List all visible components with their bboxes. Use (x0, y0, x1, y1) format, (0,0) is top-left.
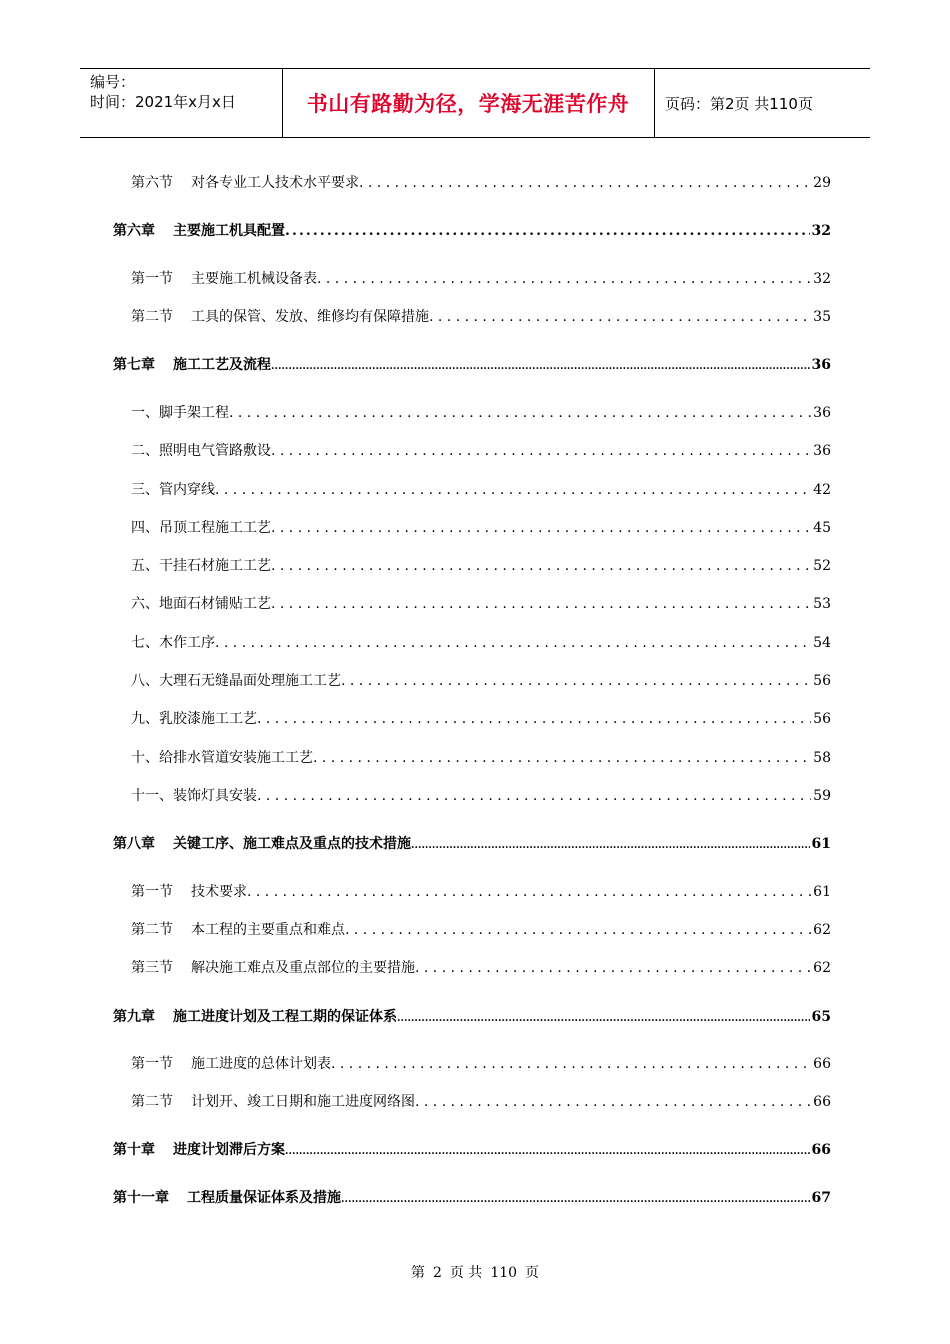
toc-entry-label (131, 555, 271, 577)
toc-page-number: 66 (813, 1056, 831, 1072)
toc-section-entry[interactable] (131, 747, 831, 769)
toc-leader-dots (285, 1139, 810, 1161)
toc-entry-number: 第一节 (131, 271, 173, 287)
toc-entry-label (113, 1139, 285, 1161)
toc-page-number: 66 (811, 1142, 831, 1158)
toc-entry-title: 工具的保管、发放、维修均有保障措施 (191, 309, 429, 325)
toc-leader-dots (397, 1006, 810, 1028)
toc-page-number: 61 (813, 884, 831, 900)
toc-entry-number: 第十一章 (113, 1190, 169, 1206)
toc-section-entry[interactable] (131, 555, 831, 577)
toc-leader-dots (313, 747, 811, 769)
toc-entry-title: 十一、装饰灯具安装 (131, 788, 257, 804)
toc-entry-label (113, 833, 411, 855)
toc-page-number: 53 (813, 596, 831, 612)
toc-leader-dots (341, 1187, 810, 1209)
toc-entry-label (131, 670, 341, 692)
toc-leader-dots (345, 919, 811, 941)
toc-entry-title: 主要施工机具配置 (173, 223, 285, 239)
toc-entry-label (113, 220, 285, 242)
toc-page-number: 45 (813, 520, 831, 536)
toc-entry-title: 十、给排水管道安装施工工艺 (131, 750, 313, 766)
toc-entry-label (131, 785, 257, 807)
toc-entry-number: 第六章 (113, 223, 155, 239)
toc-entry-label (113, 1187, 341, 1209)
toc-entry-title: 施工进度计划及工程工期的保证体系 (173, 1009, 397, 1025)
toc-chapter-entry[interactable] (113, 1187, 831, 1209)
motto-text: 书山有路勤为径，学海无涯苦作舟 (306, 92, 630, 116)
toc-entry-number: 第八章 (113, 836, 155, 852)
toc-section-entry[interactable] (131, 268, 831, 290)
toc-page-number: 32 (813, 271, 831, 287)
toc-section-entry[interactable] (131, 593, 831, 615)
toc-page-number: 62 (813, 922, 831, 938)
toc-chapter-entry[interactable] (113, 354, 831, 376)
toc-entry-title: 四、吊顶工程施工工艺 (131, 520, 271, 536)
toc-entry-label (131, 957, 415, 979)
toc-leader-dots (229, 402, 811, 424)
toc-entry-title: 八、大理石无缝晶面处理施工工艺 (131, 673, 341, 689)
toc-entry-label (131, 306, 429, 328)
toc-entry-title: 三、管内穿线 (131, 482, 215, 498)
toc-entry-title: 计划开、竣工日期和施工进度网络图 (191, 1094, 415, 1110)
toc-entry-label (131, 517, 271, 539)
toc-entry-title: 五、干挂石材施工工艺 (131, 558, 271, 574)
toc-page-number: 58 (813, 750, 831, 766)
toc-section-entry[interactable] (131, 517, 831, 539)
toc-entry-label (131, 268, 317, 290)
toc-leader-dots (271, 354, 810, 376)
toc-section-entry[interactable] (131, 402, 831, 424)
toc-page-number: 54 (813, 635, 831, 651)
toc-entry-label (131, 1053, 331, 1075)
toc-page-number: 62 (813, 960, 831, 976)
toc-entry-label (131, 172, 359, 194)
toc-entry-label (131, 440, 271, 462)
toc-entry-label (113, 354, 271, 376)
toc-entry-number: 第十章 (113, 1142, 155, 1158)
page-header (80, 68, 870, 138)
footer-page: 2 (432, 1265, 442, 1281)
toc-section-entry[interactable] (131, 785, 831, 807)
toc-entry-number: 第七章 (113, 357, 155, 373)
toc-entry-title: 技术要求 (191, 884, 247, 900)
toc-page-number: 66 (813, 1094, 831, 1110)
toc-entry-number: 第九章 (113, 1009, 155, 1025)
toc-page-number: 29 (813, 175, 831, 191)
toc-entry-number: 第二节 (131, 309, 173, 325)
toc-entry-number: 第一节 (131, 884, 173, 900)
toc-section-entry[interactable] (131, 440, 831, 462)
header-page-info: 页码：第2页 共110页 (665, 94, 813, 113)
toc-entry-label (131, 402, 229, 424)
toc-chapter-entry[interactable] (113, 1006, 831, 1028)
toc-entry-title: 本工程的主要重点和难点 (191, 922, 345, 938)
toc-page-number: 65 (811, 1009, 831, 1025)
toc-section-entry[interactable] (131, 1091, 831, 1113)
toc-page-number: 36 (813, 405, 831, 421)
footer-prefix: 第 (410, 1265, 425, 1281)
footer-suffix: 页 (525, 1265, 540, 1281)
toc-section-entry[interactable] (131, 632, 831, 654)
toc-leader-dots (285, 220, 810, 242)
toc-leader-dots (331, 1053, 811, 1075)
toc-entry-label (131, 593, 271, 615)
toc-leader-dots (359, 172, 811, 194)
toc-leader-dots (257, 785, 811, 807)
toc-leader-dots (271, 440, 811, 462)
toc-leader-dots (215, 479, 811, 501)
header-meta-cell (80, 69, 283, 137)
toc-entry-title: 解决施工难点及重点部位的主要措施 (191, 960, 415, 976)
toc-section-entry[interactable] (131, 708, 831, 730)
toc-chapter-entry[interactable] (113, 1139, 831, 1161)
footer-middle: 页 共 (449, 1265, 483, 1281)
toc-page-number: 52 (813, 558, 831, 574)
toc-entry-title: 九、乳胶漆施工工艺 (131, 711, 257, 727)
toc-entry-title: 关键工序、施工难点及重点的技术措施 (173, 836, 411, 852)
time-label: 时间：2021年x月x日 (90, 93, 236, 111)
toc-leader-dots (271, 555, 811, 577)
toc-entry-number: 第一节 (131, 1056, 173, 1072)
toc-entry-label (131, 708, 257, 730)
toc-section-entry[interactable] (131, 670, 831, 692)
toc-section-entry[interactable] (131, 172, 831, 194)
toc-entry-label (131, 919, 345, 941)
toc-leader-dots (341, 670, 811, 692)
toc-chapter-entry[interactable] (113, 833, 831, 855)
toc-leader-dots (247, 881, 811, 903)
toc-entry-label (131, 881, 247, 903)
toc-leader-dots (271, 517, 811, 539)
toc-page-number: 61 (811, 836, 831, 852)
toc-leader-dots (215, 632, 811, 654)
page-footer (0, 1262, 950, 1282)
toc-chapter-entry[interactable] (113, 220, 831, 242)
toc-leader-dots (415, 1091, 811, 1113)
toc-leader-dots (415, 957, 811, 979)
toc-entry-label (131, 1091, 415, 1113)
toc-page-number: 56 (813, 673, 831, 689)
toc-leader-dots (411, 833, 810, 855)
toc-leader-dots (257, 708, 811, 730)
toc-page-number: 59 (813, 788, 831, 804)
toc-page-number: 35 (813, 309, 831, 325)
toc-page-number: 42 (813, 482, 831, 498)
toc-leader-dots (429, 306, 811, 328)
toc-entry-title: 主要施工机械设备表 (191, 271, 317, 287)
toc-page-number: 36 (811, 357, 831, 373)
footer-total: 110 (490, 1265, 518, 1281)
toc-page-number: 67 (811, 1190, 831, 1206)
toc-section-entry[interactable] (131, 881, 831, 903)
header-motto-cell (282, 69, 655, 137)
toc-entry-title: 一、脚手架工程 (131, 405, 229, 421)
toc-entry-title: 工程质量保证体系及措施 (187, 1190, 341, 1206)
toc-section-entry[interactable] (131, 957, 831, 979)
toc-section-entry[interactable] (131, 306, 831, 328)
toc-leader-dots (271, 593, 811, 615)
toc-entry-label (113, 1006, 397, 1028)
toc-leader-dots (317, 268, 811, 290)
number-label: 编号： (90, 73, 136, 91)
toc-entry-title: 施工进度的总体计划表 (191, 1056, 331, 1072)
toc-entry-title: 六、地面石材铺贴工艺 (131, 596, 271, 612)
toc-entry-number: 第三节 (131, 960, 173, 976)
toc-entry-title: 七、木作工序 (131, 635, 215, 651)
toc-entry-label (131, 479, 215, 501)
toc-entry-label (131, 747, 313, 769)
toc-entry-title: 进度计划滞后方案 (173, 1142, 285, 1158)
toc-section-entry[interactable] (131, 1053, 831, 1075)
toc-entry-title: 二、照明电气管路敷设 (131, 443, 271, 459)
toc-entry-label (131, 632, 215, 654)
toc-entry-title: 施工工艺及流程 (173, 357, 271, 373)
toc-section-entry[interactable] (131, 919, 831, 941)
toc-page-number: 36 (813, 443, 831, 459)
toc-entry-number: 第二节 (131, 1094, 173, 1110)
toc-entry-number: 第二节 (131, 922, 173, 938)
toc-entry-title: 对各专业工人技术水平要求 (191, 175, 359, 191)
toc-page-number: 32 (811, 223, 831, 239)
toc-section-entry[interactable] (131, 479, 831, 501)
toc-entry-number: 第六节 (131, 175, 173, 191)
toc-page-number: 56 (813, 711, 831, 727)
